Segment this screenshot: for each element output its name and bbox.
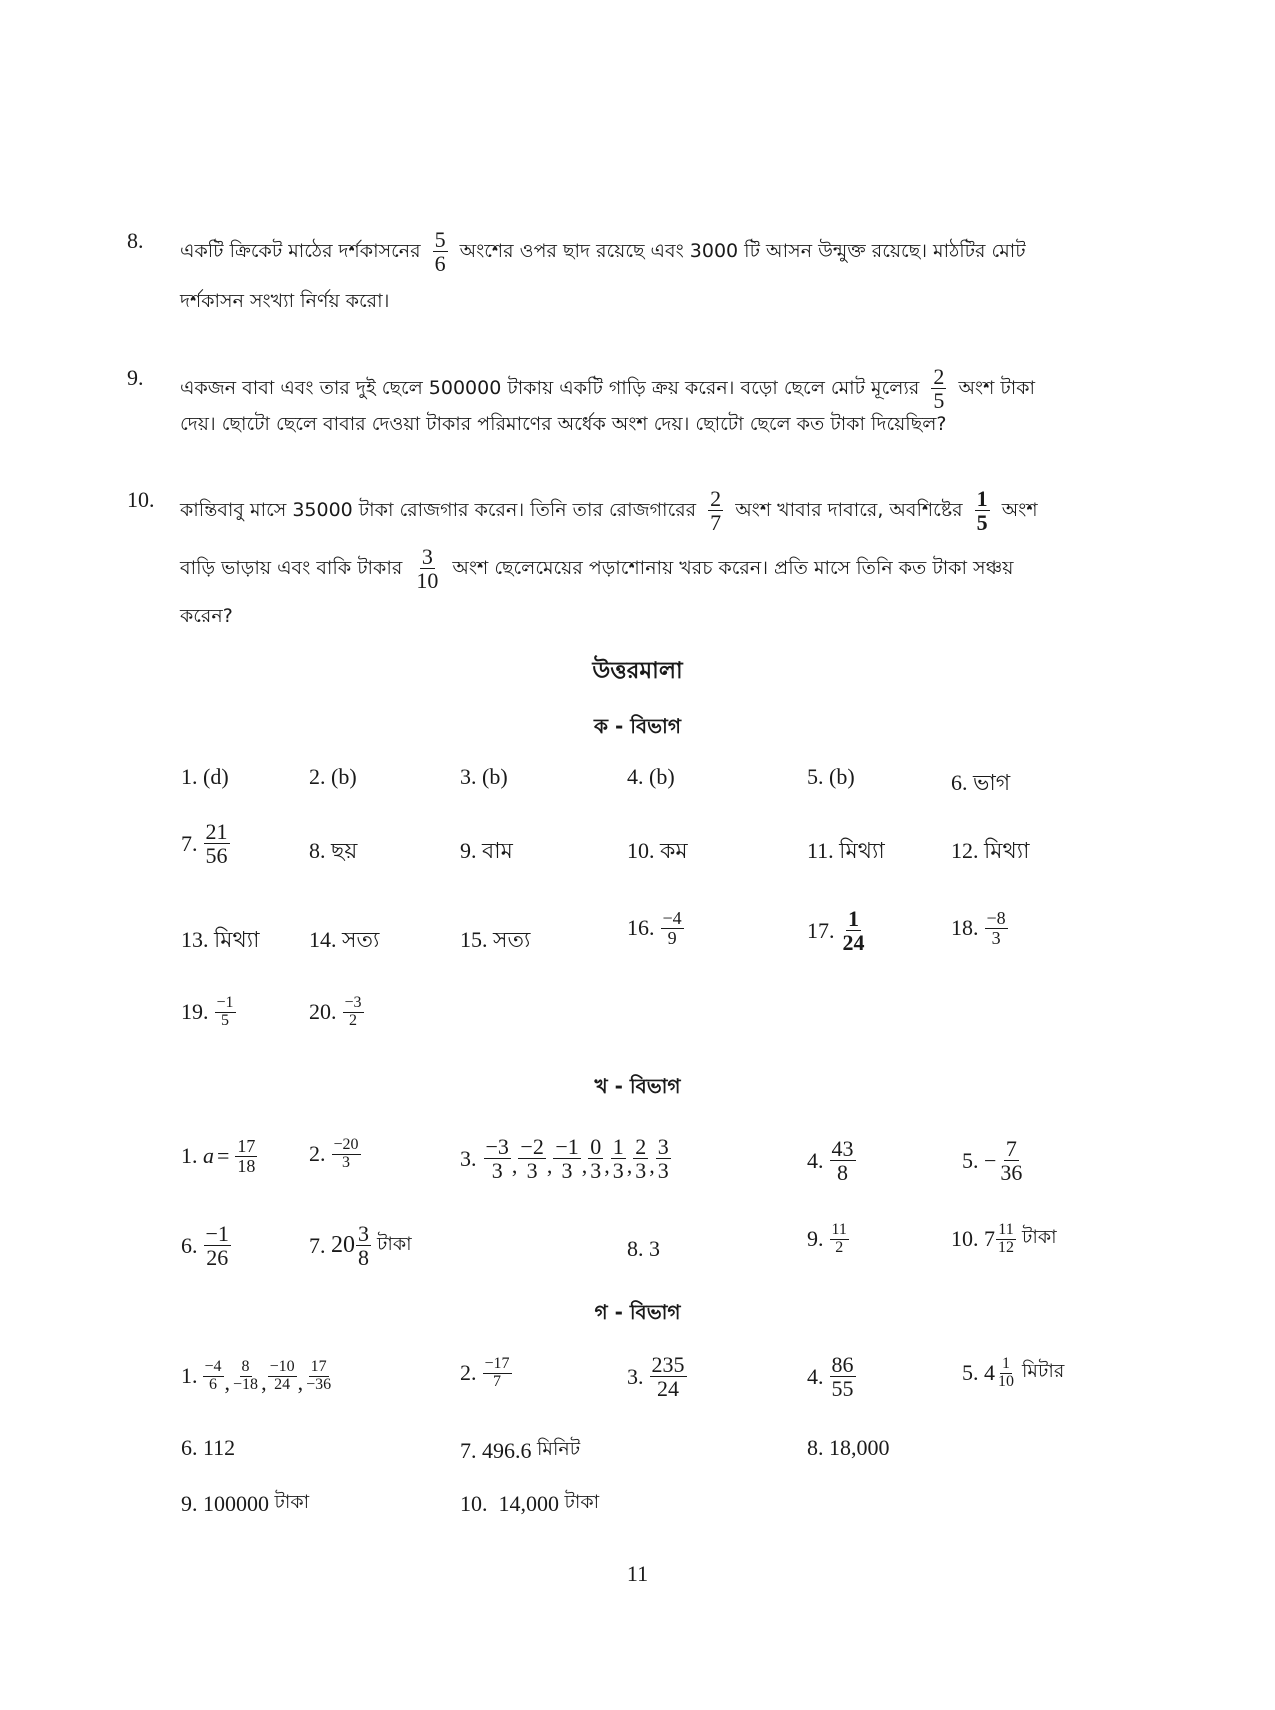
comma-separator: ,	[649, 1152, 655, 1178]
numerator: 17	[237, 1136, 256, 1156]
answer-label: 18.	[951, 915, 979, 941]
numerator: −3	[485, 1134, 509, 1159]
denominator: 3	[590, 1158, 602, 1184]
numerator: −4	[662, 908, 682, 928]
answer-ka-10: 10. কম	[627, 838, 688, 863]
fraction	[661, 909, 684, 948]
answer-ga-2	[460, 1356, 518, 1391]
answer-ka-17	[807, 907, 873, 954]
numerator: 11	[831, 1221, 847, 1238]
fraction	[268, 1359, 297, 1394]
answer-ka-6: 6. ভাগ	[951, 770, 1011, 795]
denominator: 3	[635, 1158, 647, 1184]
answer-label: 10.	[951, 1226, 979, 1252]
answer-ga-1	[181, 1356, 334, 1396]
denominator: 8	[358, 1245, 369, 1271]
fraction	[356, 1222, 371, 1269]
unit-label: টাকা	[564, 1491, 600, 1513]
question-number: 8.	[127, 228, 144, 253]
denominator: 36	[1000, 1160, 1023, 1186]
denominator: 24	[657, 1376, 679, 1402]
fraction	[656, 1135, 671, 1182]
numerator: −8	[986, 908, 1006, 928]
answer-ga-8: 8. 18,000	[807, 1435, 890, 1460]
fraction	[304, 1359, 333, 1394]
denominator: 5	[221, 1011, 230, 1029]
answer-ga-9	[181, 1488, 309, 1520]
answer-ka-13: 13. মিথ্যা	[181, 927, 260, 952]
answer-ka-4: 4. (b)	[627, 764, 675, 789]
comma-separator: ,	[261, 1370, 267, 1395]
fraction	[231, 1359, 260, 1394]
comma-separator: ,	[546, 1152, 553, 1178]
numerator: 0	[590, 1134, 602, 1159]
denominator: −36	[306, 1375, 332, 1393]
unit-label: টাকা	[377, 1232, 412, 1255]
answer-label: 7.	[181, 830, 198, 856]
denominator: 2	[835, 1238, 844, 1256]
answer-label: 1.	[181, 1363, 198, 1388]
answer-label: 17.	[807, 917, 835, 943]
answer-ka-5: 5. (b)	[807, 764, 855, 789]
answer-ka-2: 2. (b)	[309, 764, 357, 789]
answer-value: 7. 496.6	[460, 1438, 532, 1463]
answer-ga-4	[807, 1353, 862, 1400]
comma-separator: ,	[581, 1152, 588, 1178]
numerator: −2	[520, 1134, 544, 1159]
fraction	[633, 1135, 648, 1182]
fraction	[931, 365, 946, 412]
comma-separator: ,	[626, 1152, 633, 1178]
comma-separator: ,	[511, 1152, 518, 1178]
fraction	[343, 995, 364, 1030]
section-ka-title: ক - বিভাগ	[594, 714, 681, 738]
denominator: 6	[434, 251, 446, 277]
fraction	[203, 1359, 224, 1394]
denominator: 3	[526, 1158, 538, 1184]
answer-label: 7.	[309, 1232, 326, 1258]
answer-value: 10. 14,000	[460, 1491, 559, 1516]
numerator: 3	[657, 1134, 669, 1159]
numerator: 1	[848, 906, 859, 931]
answer-kha-2	[309, 1137, 367, 1172]
denominator: 8	[837, 1160, 848, 1186]
question-text: অংশ	[1001, 499, 1038, 522]
fraction	[996, 1222, 1016, 1257]
fraction	[975, 487, 990, 534]
section-kha-title: খ - বিভাগ	[594, 1074, 681, 1098]
answer-label: 5.	[962, 1360, 979, 1386]
fraction	[830, 1137, 856, 1184]
numerator: −20	[333, 1136, 359, 1153]
unit-label: মিটার	[1022, 1360, 1065, 1383]
denominator: 3	[491, 1158, 503, 1184]
numerator: −10	[269, 1357, 295, 1375]
answer-ga-5	[962, 1356, 1064, 1391]
fraction	[830, 1222, 849, 1257]
question-line	[180, 487, 1038, 534]
fraction	[332, 1137, 361, 1172]
denominator: 3	[991, 927, 1001, 948]
answer-kha-8: 8. 3	[627, 1236, 660, 1261]
whole-part: 20	[331, 1232, 355, 1259]
fraction	[414, 545, 440, 592]
question-line	[180, 545, 1013, 592]
numerator: −4	[204, 1357, 222, 1375]
numerator: 2	[635, 1134, 647, 1159]
numerator: 2	[710, 486, 722, 511]
question-line: করেন?	[180, 605, 233, 627]
answer-kha-10	[951, 1222, 1057, 1257]
section-ga-title: গ - বিভাগ	[594, 1300, 681, 1324]
numerator: 1	[1002, 1355, 1010, 1372]
answer-ka-12: 12. মিথ্যা	[951, 838, 1030, 863]
comma-separator: ,	[604, 1152, 610, 1178]
numerator: −1	[216, 994, 234, 1011]
denominator: 3	[657, 1158, 669, 1184]
question-line: দেয়। ছোটো ছেলে বাবার দেওয়া টাকার পরিমাণের অর্ধেক অংশ দেয়। ছোটো ছেলে কত টাকা দিয়েছিল?	[180, 413, 947, 435]
numerator: −3	[344, 994, 362, 1011]
denominator: 3	[561, 1158, 573, 1184]
variable: a	[203, 1143, 214, 1169]
numerator: 43	[831, 1136, 854, 1161]
fraction	[235, 1137, 257, 1176]
answer-label: 5.	[962, 1147, 979, 1173]
answer-ka-8: 8. ছয়	[309, 838, 358, 863]
denominator: 6	[209, 1375, 218, 1393]
answer-label: 16.	[627, 915, 655, 941]
numerator: −17	[484, 1355, 510, 1372]
denominator: 3	[342, 1153, 351, 1171]
denominator: 2	[349, 1011, 358, 1029]
answer-label: 9.	[807, 1226, 824, 1252]
numerator: 21	[205, 819, 228, 844]
answer-ka-3: 3. (b)	[460, 764, 508, 789]
answer-kha-1	[181, 1137, 263, 1176]
answer-label: 19.	[181, 999, 209, 1025]
answer-ka-14: 14. সত্য	[309, 927, 380, 952]
answer-label: 3.	[460, 1145, 477, 1171]
fraction	[830, 1353, 856, 1400]
answers-title: উত্তরমালা	[592, 658, 683, 684]
numerator: 1	[612, 1134, 624, 1159]
answer-kha-6	[181, 1222, 237, 1269]
whole-part: 4	[984, 1360, 995, 1386]
answer-label: 6.	[181, 1232, 198, 1258]
question-text: অংশ ছেলেমেয়ের পড়াশোনায় খরচ করেন। প্রতি মাসে তিনি কত টাকা সঞ্চয়	[452, 557, 1014, 580]
answer-kha-4	[807, 1137, 862, 1184]
denominator: 24	[842, 930, 865, 956]
fraction	[708, 487, 723, 534]
fraction	[518, 1135, 545, 1182]
fraction	[998, 1137, 1024, 1184]
question-text: একটি ক্রিকেট মাঠের দর্শকাসনের	[180, 240, 421, 263]
answer-label: 4.	[807, 1147, 824, 1173]
page-number: 11	[626, 1561, 649, 1586]
fraction	[996, 1356, 1016, 1391]
answer-kha-7	[309, 1222, 412, 1269]
answer-kha-9	[807, 1222, 855, 1257]
denominator: 10	[416, 568, 439, 594]
fraction	[483, 1356, 512, 1391]
answer-ka-18	[951, 909, 1014, 948]
answer-ka-9: 9. বাম	[460, 838, 513, 863]
unit-label: মিনিট	[537, 1438, 581, 1460]
fraction	[204, 1222, 231, 1269]
answer-label: 2.	[309, 1141, 326, 1167]
denominator: 56	[205, 843, 228, 869]
fraction	[841, 907, 867, 954]
question-number: 10.	[127, 487, 155, 512]
answer-ka-15: 15. সত্য	[460, 927, 531, 952]
numerator: 3	[421, 544, 433, 569]
comma-separator: ,	[297, 1370, 304, 1395]
fraction	[215, 995, 236, 1030]
numerator: −1	[555, 1134, 579, 1159]
fraction	[650, 1353, 687, 1400]
denominator: 5	[933, 388, 945, 414]
numerator: 5	[434, 227, 446, 252]
question-text: অংশ খাবার দাবারে, অবশিষ্টের	[735, 499, 963, 522]
question-text: অংশ টাকা	[958, 377, 1036, 400]
answer-ka-7	[181, 820, 236, 867]
fraction	[588, 1135, 603, 1182]
numerator: 8	[241, 1357, 250, 1375]
comma-separator: ,	[224, 1370, 231, 1395]
answer-ka-16	[627, 909, 690, 948]
answer-label: 2.	[460, 1360, 477, 1386]
unit-label: টাকা	[1022, 1226, 1057, 1249]
denominator: 24	[274, 1375, 291, 1393]
denominator: 7	[493, 1372, 502, 1390]
answer-value: 9. 100000	[181, 1491, 269, 1516]
answer-ka-20	[309, 995, 370, 1030]
fraction	[611, 1135, 626, 1182]
denominator: 3	[612, 1158, 624, 1184]
answer-kha-3	[460, 1135, 672, 1182]
fraction	[433, 228, 448, 275]
answer-ga-3	[627, 1353, 693, 1400]
numerator: 11	[998, 1221, 1014, 1238]
answer-ka-19	[181, 995, 242, 1030]
question-line: দর্শকাসন সংখ্যা নির্ণয় করো।	[180, 290, 390, 312]
answer-label: 4.	[807, 1363, 824, 1389]
question-line	[180, 365, 1035, 412]
answer-label: 1.	[181, 1143, 198, 1169]
numerator: 235	[651, 1352, 685, 1377]
fraction	[985, 909, 1008, 948]
question-text: বাড়ি ভাড়ায় এবং বাকি টাকার	[180, 557, 403, 580]
denominator: 9	[667, 927, 677, 948]
minus-sign: −	[984, 1147, 997, 1173]
equals-sign: =	[217, 1143, 230, 1169]
answer-ka-11: 11. মিথ্যা	[807, 838, 885, 863]
numerator: 7	[1005, 1136, 1017, 1161]
numerator: 86	[831, 1352, 854, 1377]
question-number: 9.	[127, 365, 144, 390]
question-text: অংশের ওপর ছাদ রয়েছে এবং 3000 টি আসন উন্মুক্ত রয়েছে। মাঠটির মোট	[459, 240, 1026, 263]
question-text: একজন বাবা এবং তার দুই ছেলে 500000 টাকায় একটি গাড়ি ক্রয় করেন। বড়ো ছেলে মোট মূল্যের	[180, 377, 920, 400]
answer-kha-5	[962, 1137, 1030, 1184]
numerator: −1	[205, 1221, 229, 1246]
answer-ka-1: 1. (d)	[181, 764, 229, 789]
answer-ga-10	[460, 1488, 599, 1520]
fraction	[553, 1135, 580, 1182]
numerator: 3	[358, 1221, 369, 1246]
denominator: 7	[710, 510, 722, 536]
fraction-list	[483, 1135, 672, 1182]
denominator: −18	[233, 1375, 259, 1393]
numerator: 1	[976, 486, 988, 511]
question-text: কান্তিবাবু মাসে 35000 টাকা রোজগার করেন। তিনি তার রোজগারের	[180, 499, 697, 522]
denominator: 5	[976, 510, 988, 536]
question-line	[180, 228, 1026, 275]
denominator: 55	[831, 1376, 854, 1402]
answer-ga-7	[460, 1435, 580, 1467]
denominator: 12	[998, 1238, 1014, 1256]
fraction-list	[202, 1356, 335, 1396]
denominator: 10	[998, 1372, 1014, 1390]
answer-ga-6: 6. 112	[181, 1435, 236, 1460]
denominator: 26	[206, 1245, 229, 1271]
fraction	[484, 1135, 511, 1182]
whole-part: 7	[984, 1226, 995, 1252]
numerator: 2	[933, 364, 945, 389]
numerator: 17	[310, 1357, 327, 1375]
unit-label: টাকা	[274, 1491, 310, 1513]
fraction	[204, 820, 230, 867]
answer-label: 20.	[309, 999, 337, 1025]
denominator: 18	[237, 1155, 256, 1176]
answer-label: 3.	[627, 1363, 644, 1389]
